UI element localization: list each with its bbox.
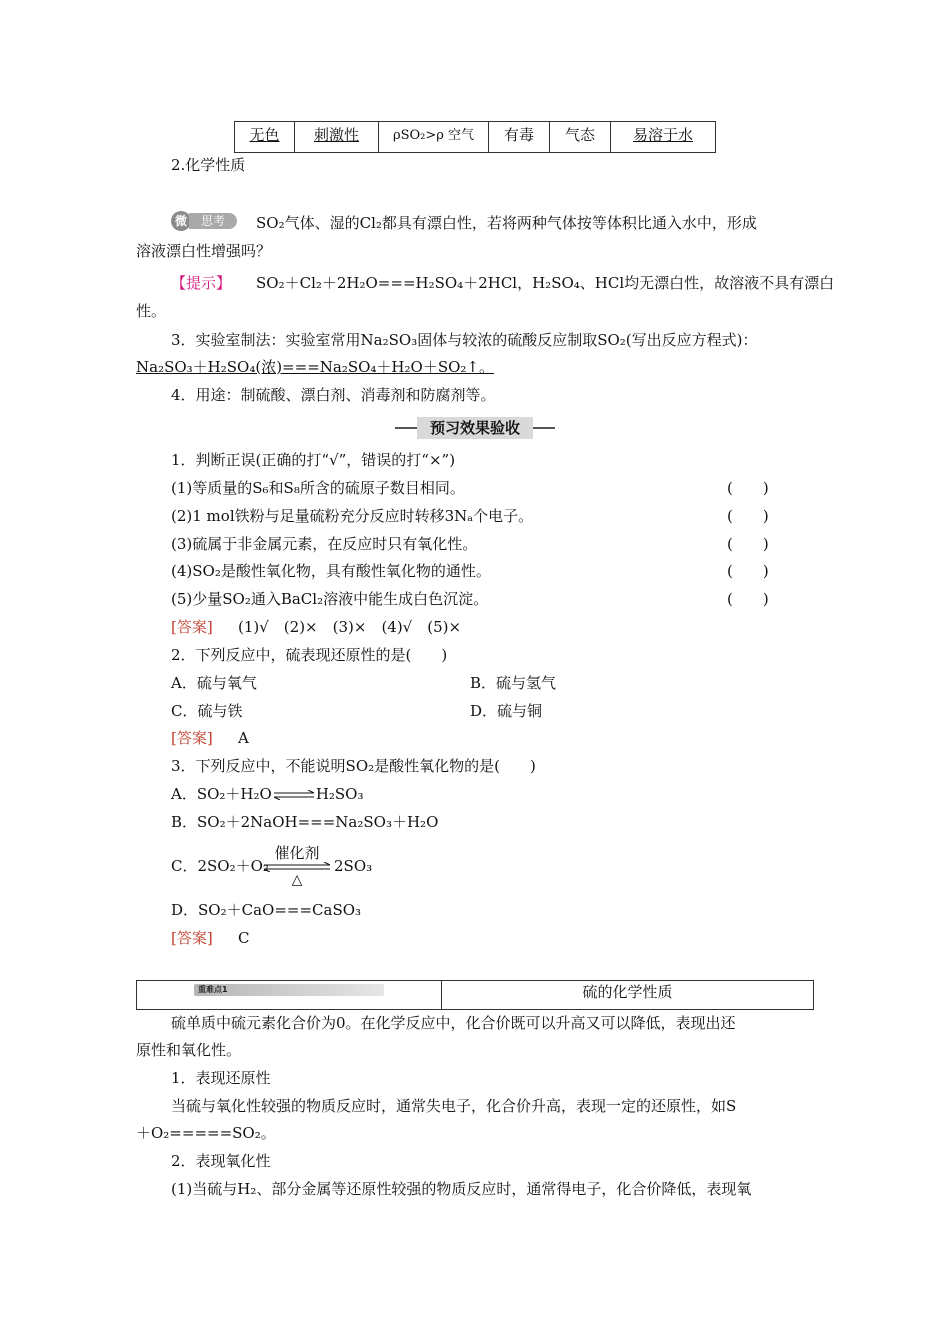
hint-line1: SO₂＋Cl₂＋2H₂O===H₂SO₄＋2HCl，H₂SO₄、HCl均无漂白性，故溶液不具有漂白 [256, 274, 835, 292]
q1-item-4: (4)SO₂是酸性氧化物，具有酸性氧化物的通性。 [171, 562, 491, 580]
question-1: 1．判断正误(正确的打“√”，错误的打“×”) [171, 451, 456, 469]
q2-option-b: B．硫与氢气 [470, 674, 557, 692]
q1-paren-1: ( ) [727, 479, 769, 497]
answer-1: (1)√ (2)× (3)× (4)√ (5)× [238, 618, 462, 636]
banner-label: 预习效果验收 [417, 417, 533, 439]
q3-c-condition [262, 844, 332, 888]
q3-option-d: D．SO₂＋CaO===CaSO₃ [171, 901, 362, 919]
think-question-line2: 溶液漂白性增强吗？ [136, 242, 272, 260]
prop-toxic: 有毒 [489, 122, 550, 152]
q1-paren-3: ( ) [727, 535, 769, 553]
key-point-title: 硫的化学性质 [582, 983, 673, 1001]
q1-item-1: (1)等质量的S₆和S₈所含的硫原子数目相同。 [171, 479, 465, 497]
reversible-arrow-icon [272, 790, 316, 800]
q3-option-c-reactants: C．2SO₂＋O₂ [171, 857, 269, 875]
key-point-badge: 重难点1 [194, 984, 384, 996]
lab-method-line1: 3．实验室制法：实验室常用Na₂SO₃固体与较浓的硫酸反应制取SO₂(写出反应方程式)： [171, 331, 758, 349]
properties-table-row [234, 121, 716, 153]
oxidizing-line1: (1)当硫与H₂、部分金属等还原性较强的物质反应时，通常得电子，化合价降低，表现氧 [171, 1180, 752, 1198]
sikao-label: 思考 [189, 213, 237, 229]
catalyst-label: 催化剂 [274, 844, 320, 862]
q3-option-a [171, 784, 364, 804]
wei-icon: 微 [171, 211, 191, 231]
heading-chemical-properties: 2.化学性质 [171, 156, 246, 174]
intro-line1: 硫单质中硫元素化合价为0。在化学反应中，化合价既可以升高又可以降低，表现出还 [171, 1014, 736, 1032]
answer-label-3: [答案] [171, 929, 213, 947]
prop-odor: 刺激性 [295, 122, 379, 152]
q2-option-c: C．硫与铁 [171, 702, 243, 720]
section-banner [395, 417, 555, 439]
think-badge [171, 211, 241, 231]
q1-item-2: (2)1 mol铁粉与足量硫粉充分反应时转移3Nₐ个电子。 [171, 507, 534, 525]
prop-color: 无色 [235, 122, 295, 152]
prop-state: 气态 [550, 122, 611, 152]
heat-symbol: △ [291, 872, 303, 888]
q1-item-3: (3)硫属于非金属元素，在反应时只有氧化性。 [171, 535, 478, 553]
prop-density: ρSO₂>ρ 空气 [379, 122, 489, 152]
q1-paren-5: ( ) [727, 590, 769, 608]
answer-label-1: [答案] [171, 618, 213, 636]
intro-line2: 原性和氧化性。 [136, 1041, 242, 1059]
answer-3: C [238, 929, 250, 947]
uses-line: 4．用途：制硫酸、漂白剂、消毒剂和防腐剂等。 [171, 386, 496, 404]
answer-2: A [238, 729, 249, 747]
q2-option-a: A．硫与氧气 [171, 674, 257, 692]
key-point-badge-cell [137, 981, 442, 1009]
q3-a-reactants: A．SO₂＋H₂O [171, 785, 272, 803]
hint-label: 【提示】 [171, 274, 232, 292]
question-3: 3．下列反应中，不能说明SO₂是酸性氧化物的是( ) [171, 757, 536, 775]
reversible-arrow-icon [262, 862, 332, 872]
q1-paren-2: ( ) [727, 507, 769, 525]
reducing-line1: 当硫与氧化性较强的物质反应时，通常失电子，化合价升高，表现一定的还原性，如S [171, 1097, 737, 1115]
question-2: 2．下列反应中，硫表现还原性的是( ) [171, 646, 448, 664]
hint-line2: 性。 [136, 302, 167, 320]
lab-method-equation: Na₂SO₃＋H₂SO₄(浓)===Na₂SO₄＋H₂O＋SO₂↑。 [136, 358, 494, 376]
subheading-oxidizing: 2．表现氧化性 [171, 1152, 271, 1170]
reducing-line2: ＋O₂=====SO₂。 [136, 1124, 276, 1142]
q3-a-products: H₂SO₃ [315, 785, 364, 803]
think-question-line1: SO₂气体、湿的Cl₂都具有漂白性，若将两种气体按等体积比通入水中，形成 [256, 214, 757, 232]
q3-option-b: B．SO₂＋2NaOH===Na₂SO₃＋H₂O [171, 813, 439, 831]
key-point-header [136, 980, 814, 1010]
q2-option-d: D．硫与铜 [470, 702, 543, 720]
prop-solubility: 易溶于水 [632, 126, 693, 144]
q1-paren-4: ( ) [727, 562, 769, 580]
answer-label-2: [答案] [171, 729, 213, 747]
q3-option-c-products: 2SO₃ [334, 857, 373, 875]
q1-item-5: (5)少量SO₂通入BaCl₂溶液中能生成白色沉淀。 [171, 590, 489, 608]
subheading-reducing: 1．表现还原性 [171, 1069, 271, 1087]
